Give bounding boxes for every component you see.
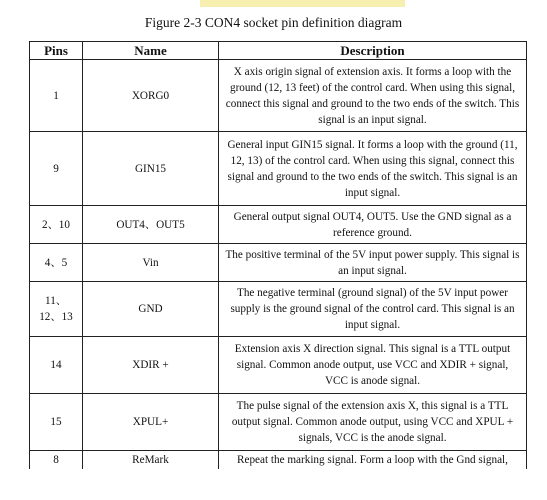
name-cell: XPUL+ bbox=[83, 394, 219, 451]
description-cell: The negative terminal (ground signal) of the 5V input power supply is the ground signal of the control card. This signal is an input signal. bbox=[219, 282, 527, 337]
table-row bbox=[30, 244, 527, 282]
pin-cell: 8 bbox=[30, 451, 83, 469]
pin-cell: 1 bbox=[30, 60, 83, 132]
description-cell: The pulse signal of the extension axis X, this signal is a TTL output signal. Common anode output, using VCC and XPUL + signals, VCC is the anode signal. bbox=[219, 394, 527, 451]
description-cell: Repeat the marking signal. Form a loop with the Gnd signal, bbox=[219, 451, 527, 469]
pin-cell: 2、10 bbox=[30, 206, 83, 244]
highlight-mark bbox=[200, 0, 405, 7]
table-row bbox=[30, 451, 527, 469]
pin-definition-table bbox=[29, 41, 527, 469]
description-cell: General input GIN15 signal. It forms a loop with the ground (11, 12, 13) of the control card. When using this signal, connect this signal and ground to the two ends of the switch. This signal is an input signal. bbox=[219, 132, 527, 206]
pin-cell: 9 bbox=[30, 132, 83, 206]
table-row bbox=[30, 282, 527, 337]
table-row bbox=[30, 337, 527, 394]
name-cell: Vin bbox=[83, 244, 219, 282]
pin-cell: 4、5 bbox=[30, 244, 83, 282]
pin-cell: 14 bbox=[30, 337, 83, 394]
name-cell: ReMark bbox=[83, 451, 219, 469]
name-cell: OUT4、OUT5 bbox=[83, 206, 219, 244]
name-cell: XDIR + bbox=[83, 337, 219, 394]
table-row bbox=[30, 132, 527, 206]
header-description: Description bbox=[219, 42, 527, 60]
table-row bbox=[30, 60, 527, 132]
table-header-row bbox=[30, 42, 527, 60]
header-pins: Pins bbox=[30, 42, 83, 60]
description-cell: The positive terminal of the 5V input power supply. This signal is an input signal. bbox=[219, 244, 527, 282]
table-row bbox=[30, 394, 527, 451]
pin-cell: 15 bbox=[30, 394, 83, 451]
name-cell: XORG0 bbox=[83, 60, 219, 132]
description-cell: X axis origin signal of extension axis. It forms a loop with the ground (12, 13 feet) of the control card. When using this signal, connect this signal and ground to the two ends of the switch. This signal is an input signal. bbox=[219, 60, 527, 132]
figure-caption: Figure 2-3 CON4 socket pin definition diagram bbox=[144, 15, 403, 30]
pin-cell: 11、12、13 bbox=[30, 282, 83, 337]
name-cell: GND bbox=[83, 282, 219, 337]
table-row bbox=[30, 206, 527, 244]
header-name: Name bbox=[83, 42, 219, 60]
description-cell: Extension axis X direction signal. This signal is a TTL output signal. Common anode output, use VCC and XDIR + signal, VCC is anode signal. bbox=[219, 337, 527, 394]
name-cell: GIN15 bbox=[83, 132, 219, 206]
description-cell: General output signal OUT4, OUT5. Use the GND signal as a reference ground. bbox=[219, 206, 527, 244]
page-bottom-crop bbox=[0, 478, 547, 500]
